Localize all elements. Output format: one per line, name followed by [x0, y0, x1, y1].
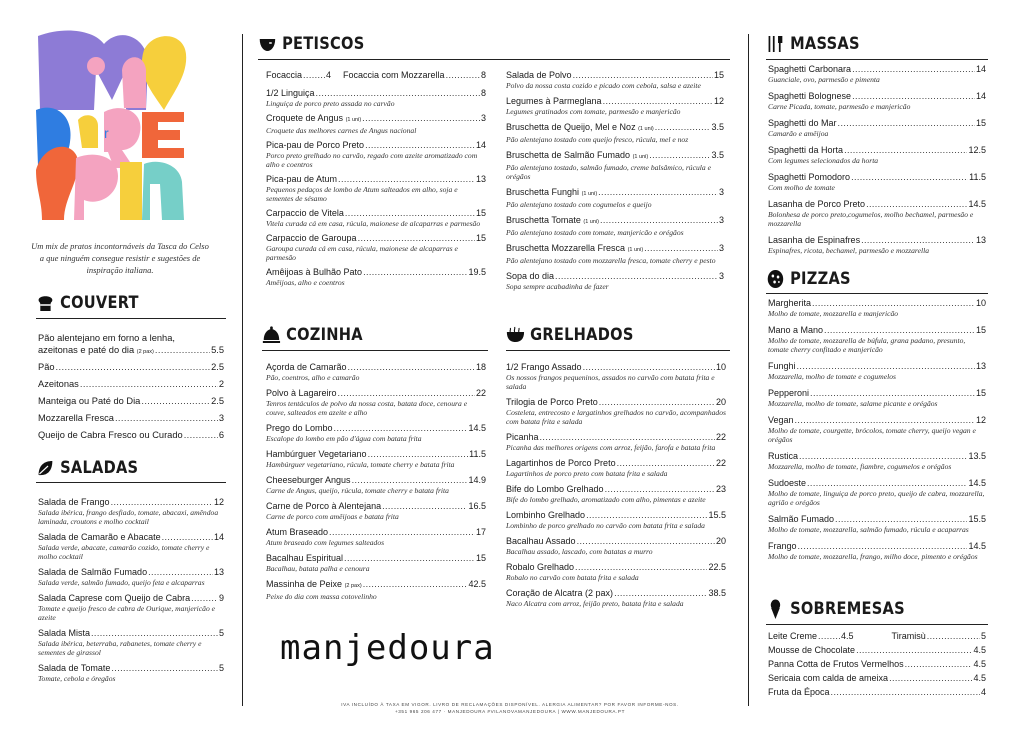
petiscos-title: PETISCOS: [282, 34, 365, 54]
massas-list: [768, 64, 986, 255]
list-item: Mousse de Chocolate ..... 4.5: [768, 645, 986, 656]
petiscos-right-list: [506, 70, 724, 291]
list-item: Vegan ..... 12 Molho de tomate, courgette, brócolos, tomate cherry, queijo vegan e orégãos: [768, 415, 986, 444]
list-item: Bruschetta Funghi (1 uni) ..... 3 Pão alentejano tostado com cogumelos e queijo: [506, 187, 724, 209]
sobremesas-divider: [766, 624, 988, 625]
list-item: Lombinho Grelhado ..... 15.5 Lombinho de porco grelhado no carvão com batata frita e salada: [506, 510, 726, 530]
list-item: Salada de Polvo ..... 15 Polvo da nossa costa cozido e picado com cebola, salsa e azeite: [506, 70, 724, 90]
list-item: Bruschetta de Salmão Fumado (1 uni) ..... 3.5 Pão alentejano tostado, salmão fumado, creme balsâmico, rúcula e orégãos: [506, 150, 724, 181]
couvert-list: [38, 332, 224, 441]
saladas-title: SALADAS: [60, 458, 139, 478]
footer-note: IVA INCLUÍDO À TAXA EM VIGOR. LIVRO DE RECLAMAÇÕES DISPONÍVEL. ALERGIA ALIMENTAR? POR FAVOR INFORME-NOS. +351 965 206 477 · MANJEDOURA #VILANOVAMANJEDOURA | WWW.MANJEDOURA.PT: [341, 702, 679, 714]
couvert-heading: [36, 292, 139, 314]
brand-wordmark: manjedoura: [280, 628, 495, 668]
pizza-icon: [766, 268, 785, 290]
massas-title: MASSAS: [790, 34, 860, 54]
list-item: Mano a Mano ..... 15 Molho de tomate, mozzarella de búfula, grana padano, presunto, tomate cherry confitado e manjericão: [768, 325, 986, 354]
sobremesas-title: SOBREMESAS: [790, 599, 905, 619]
saladas-heading: [36, 457, 138, 479]
list-item: Queijo de Cabra Fresco ou Curado ..... 6: [38, 429, 224, 441]
list-item: Azeitonas ..... 2: [38, 378, 224, 390]
list-item: Lasanha de Porco Preto ..... 14.5 Bolonhesa de porco preto,cogumelos, molho bechamel, parmesão e mozzarella: [768, 199, 986, 228]
list-item: Salada de Salmão Fumado ..... 13 Salada verde, salmão fumado, queijo feta e alcaparras: [38, 567, 224, 587]
list-item: Frango ..... 14.5 Molho de tomate, mozzarella, frango, milho doce, pimento e orégãos: [768, 541, 986, 561]
list-item: Salada Mista ..... 5 Salada ibérica, beterraba, rabanetes, tomate cherry e sementes de girassol: [38, 628, 224, 657]
list-item: Sopa do dia ..... 3 Sopa sempre acabadinha de fazer: [506, 271, 724, 291]
grill-icon: [506, 324, 525, 346]
cozinha-divider: [262, 350, 488, 351]
list-item: Salada de Camarão e Abacate ..... 14 Salada verde, abacate, camarão cozido, tomate cherry e molho cocktail: [38, 532, 224, 561]
list-item: Bruschetta Mozzarella Fresca (1 uni) ..... 3 Pão alentejano tostado com mozzarella fresca, tomate cherry e pesto: [506, 243, 724, 265]
list-item: 1/2 Linguiça ..... 8 Linguiça de porco preto assada no carvão: [266, 88, 486, 108]
fork-icon: [766, 33, 785, 55]
list-item: Coração de Alcatra (2 pax) ..... 38.5 Naco Alcatra com arroz, feijão preto, batata frita e salada: [506, 588, 726, 608]
list-item: Açorda de Camarão ..... 18 Pão, coentros, alho e camarão: [266, 362, 486, 382]
list-item: Rustica ..... 13.5 Mozzarella, molho de tomate, fiambre, cogumelos e orégãos: [768, 451, 986, 471]
cloche-icon: [262, 324, 281, 346]
column-divider: [748, 34, 749, 706]
massas-heading: [766, 33, 860, 55]
pizzas-heading: [766, 268, 851, 290]
list-item: Spaghetti Carbonara ..... 14 Guanciale, ovo, parmesão e pimenta: [768, 64, 986, 84]
sobremesas-list: [768, 631, 986, 698]
list-item: Fruta da Época ..... 4: [768, 687, 986, 698]
column-divider: [242, 34, 243, 706]
svg-text:r: r: [104, 125, 109, 141]
list-item: Bacalhau Espiritual ..... 15 Bacalhau, batata palha e cenoura: [266, 553, 486, 573]
list-item: Polvo à Lagareiro ..... 22 Tenros tentáculos de polvo da nossa costa, batata doce, cenoura e couve, salteados em azeite e alho: [266, 388, 486, 417]
list-item: Carpaccio de Vitela ..... 15 Vitela curada cá em casa, rúcula, maionese de alcaparras e parmesão: [266, 208, 486, 228]
list-item: Pica-pau de Porco Preto ..... 14 Porco preto grelhado no carvão, regado com azeite aromatizado com alho e coentros: [266, 140, 486, 169]
list-item: Bruschetta Tomate (1 uni) ..... 3 Pão alentejano tostado com tomate, manjericão e orégãos: [506, 215, 724, 237]
list-item: Salada de Frango ..... 12 Salada ibérica, frango desfiado, tomate, abacaxi, amêndoa laminada, croutons e molho cocktail: [38, 497, 224, 526]
list-item: Carpaccio de Garoupa ..... 15 Garoupa curada cá em casa, rúcula, maionese de alcaparras e parmesão: [266, 233, 486, 262]
list-item: Hambúrguer Vegetariano ..... 11.5 Hambúrguer vegetariano, rúcula, tomate cherry e batata frita: [266, 449, 486, 469]
grelhados-divider: [506, 350, 730, 351]
ice-cream-icon: [766, 598, 785, 620]
couvert-title: COUVERT: [60, 293, 139, 313]
list-item: Pão ..... 2.5: [38, 361, 224, 373]
bread-icon: [36, 292, 55, 314]
list-item: Massinha de Peixe (2 pax) ..... 42.5 Peixe do dia com massa cotovelinho: [266, 579, 486, 601]
saladas-divider: [36, 482, 226, 483]
list-item: Salada Caprese com Queijo de Cabra ..... 9 Tomate e queijo fresco de cabra de Ourique, manjericão e azeite: [38, 593, 224, 622]
cozinha-heading: [262, 324, 363, 346]
petiscos-heading: [258, 33, 364, 55]
list-item: Lasanha de Espinafres ..... 13 Espinafres, ricota, bechamel, parmesão e mozzarella: [768, 235, 986, 255]
list-item: Pica-pau de Atum ..... 13 Pequenos pedaços de lombo de Atum salteados em alho, soja e sementes de sésamo: [266, 174, 486, 203]
list-item: Amêijoas à Bulhão Pato ..... 19.5 Amêijoas, alho e coentros: [266, 267, 486, 287]
list-item: Croquete de Angus (1 uni) ..... 3 Croquete das melhores carnes de Angus nacional: [266, 113, 486, 135]
list-item: Pão alentejano em forno a lenha, azeitonas e paté do dia (2 pax) ..... 5.5: [38, 332, 224, 358]
list-item: Mozzarella Fresca ..... 3: [38, 412, 224, 424]
list-item: 1/2 Frango Assado ..... 10 Os nossos frangos pequeninos, assados no carvão com batata frita e salada: [506, 362, 726, 391]
list-item: Bacalhau Assado ..... 20 Bacalhau assado, lascado, com batatas a murro: [506, 536, 726, 556]
list-item: Robalo Grelhado ..... 22.5 Robalo no carvão com batata frita e salada: [506, 562, 726, 582]
list-item: Spaghetti Pomodoro ..... 11.5 Com molho de tomate: [768, 172, 986, 192]
sobremesas-heading: [766, 598, 905, 620]
list-item: Leite Creme ..... 4.5 Tiramisù ..... 5: [768, 631, 986, 642]
list-item: Carne de Porco à Alentejana ..... 16.5 Carne de porco com amêijoas e batata frita: [266, 501, 486, 521]
petiscos-divider: [258, 59, 730, 60]
list-item: Spaghetti Bolognese ..... 14 Carne Picada, tomate, parmesão e manjericão: [768, 91, 986, 111]
list-item: Prego do Lombo ..... 14.5 Escalope do lombo em pão d'água com batata frita: [266, 423, 486, 443]
pizzas-divider: [766, 293, 988, 294]
bowl-icon: [258, 33, 277, 55]
cozinha-list: [266, 362, 486, 601]
saladas-list: [38, 497, 224, 683]
list-item: Bruschetta de Queijo, Mel e Noz (1 uni) ..... 3.5 Pão alentejano tostado com queijo fresco, rúcula, mel e noz: [506, 122, 724, 144]
couvert-divider: [36, 318, 226, 319]
list-item: Sudoeste ..... 14.5 Molho de tomate, linguiça de porco preto, queijo de cabra, mozzarella, agrião e orégãos: [768, 478, 986, 507]
petiscos-left-list: [266, 70, 486, 287]
grelhados-title: GRELHADOS: [530, 325, 634, 345]
list-item: Bife do Lombo Grelhado ..... 23 Bife do lombo grelhado, aromatizado com alho, pimentas e azeite: [506, 484, 726, 504]
massas-divider: [766, 59, 988, 60]
grelhados-list: [506, 362, 726, 608]
cozinha-title: COZINHA: [286, 325, 363, 345]
list-item: Atum Braseado ..... 17 Atum braseado com legumes salteados: [266, 527, 486, 547]
list-item: Panna Cotta de Frutos Vermelhos ..... 4.5: [768, 659, 986, 670]
list-item: Trilogia de Porco Preto ..... 20 Costeleta, entrecosto e largatinhos grelhados no carvão, acompanhados com batata frita e salada: [506, 397, 726, 426]
list-item: Funghi ..... 13 Mozzarella, molho de tomate e cogumelos: [768, 361, 986, 381]
manjedoura-logo: [34, 30, 199, 225]
list-item: Cheeseburger Angus ..... 14.9 Carne de Angus, queijo, rúcula, tomate cherry e batata frita: [266, 475, 486, 495]
list-item: Sericaia com calda de ameixa ..... 4.5: [768, 673, 986, 684]
list-item: Salada de Tomate ..... 5 Tomate, cebola e óregãos: [38, 663, 224, 683]
list-item: Picanha ..... 22 Picanha das melhores origens com arroz, feijão, farofa e batata frita: [506, 432, 726, 452]
list-item: Salmão Fumado ..... 15.5 Molho de tomate, mozzarella, salmão fumado, rúcula e acaparras: [768, 514, 986, 534]
list-item: Manteiga ou Paté do Dia ..... 2.5: [38, 395, 224, 407]
list-item: Spaghetti do Mar ..... 15 Camarão e amêijoa: [768, 118, 986, 138]
list-item: Margherita ..... 10 Molho de tomate, mozzarella e manjericão: [768, 298, 986, 318]
list-item: Spaghetti da Horta ..... 12.5 Com legumes selecionados da horta: [768, 145, 986, 165]
list-item: Pepperoni ..... 15 Mozzarella, molho de tomate, salame picante e orégãos: [768, 388, 986, 408]
pizzas-title: PIZZAS: [790, 269, 851, 289]
leaf-icon: [36, 457, 55, 479]
pizzas-list: [768, 298, 986, 561]
list-item: Focaccia ..... 4 Focaccia com Mozzarella ..... 8: [266, 70, 486, 81]
grelhados-heading: [506, 324, 634, 346]
tagline: Um mix de pratos incontornáveis da Tasca do Celso a que ninguém consegue resistir e sugestões de inspiração italiana.: [31, 241, 209, 275]
list-item: Lagartinhos de Porco Preto ..... 22 Lagartinhos de porco preto com batata frita e salada: [506, 458, 726, 478]
list-item: Legumes à Parmeglana ..... 12 Legumes gratinados com tomate, parmesão e manjericão: [506, 96, 724, 116]
